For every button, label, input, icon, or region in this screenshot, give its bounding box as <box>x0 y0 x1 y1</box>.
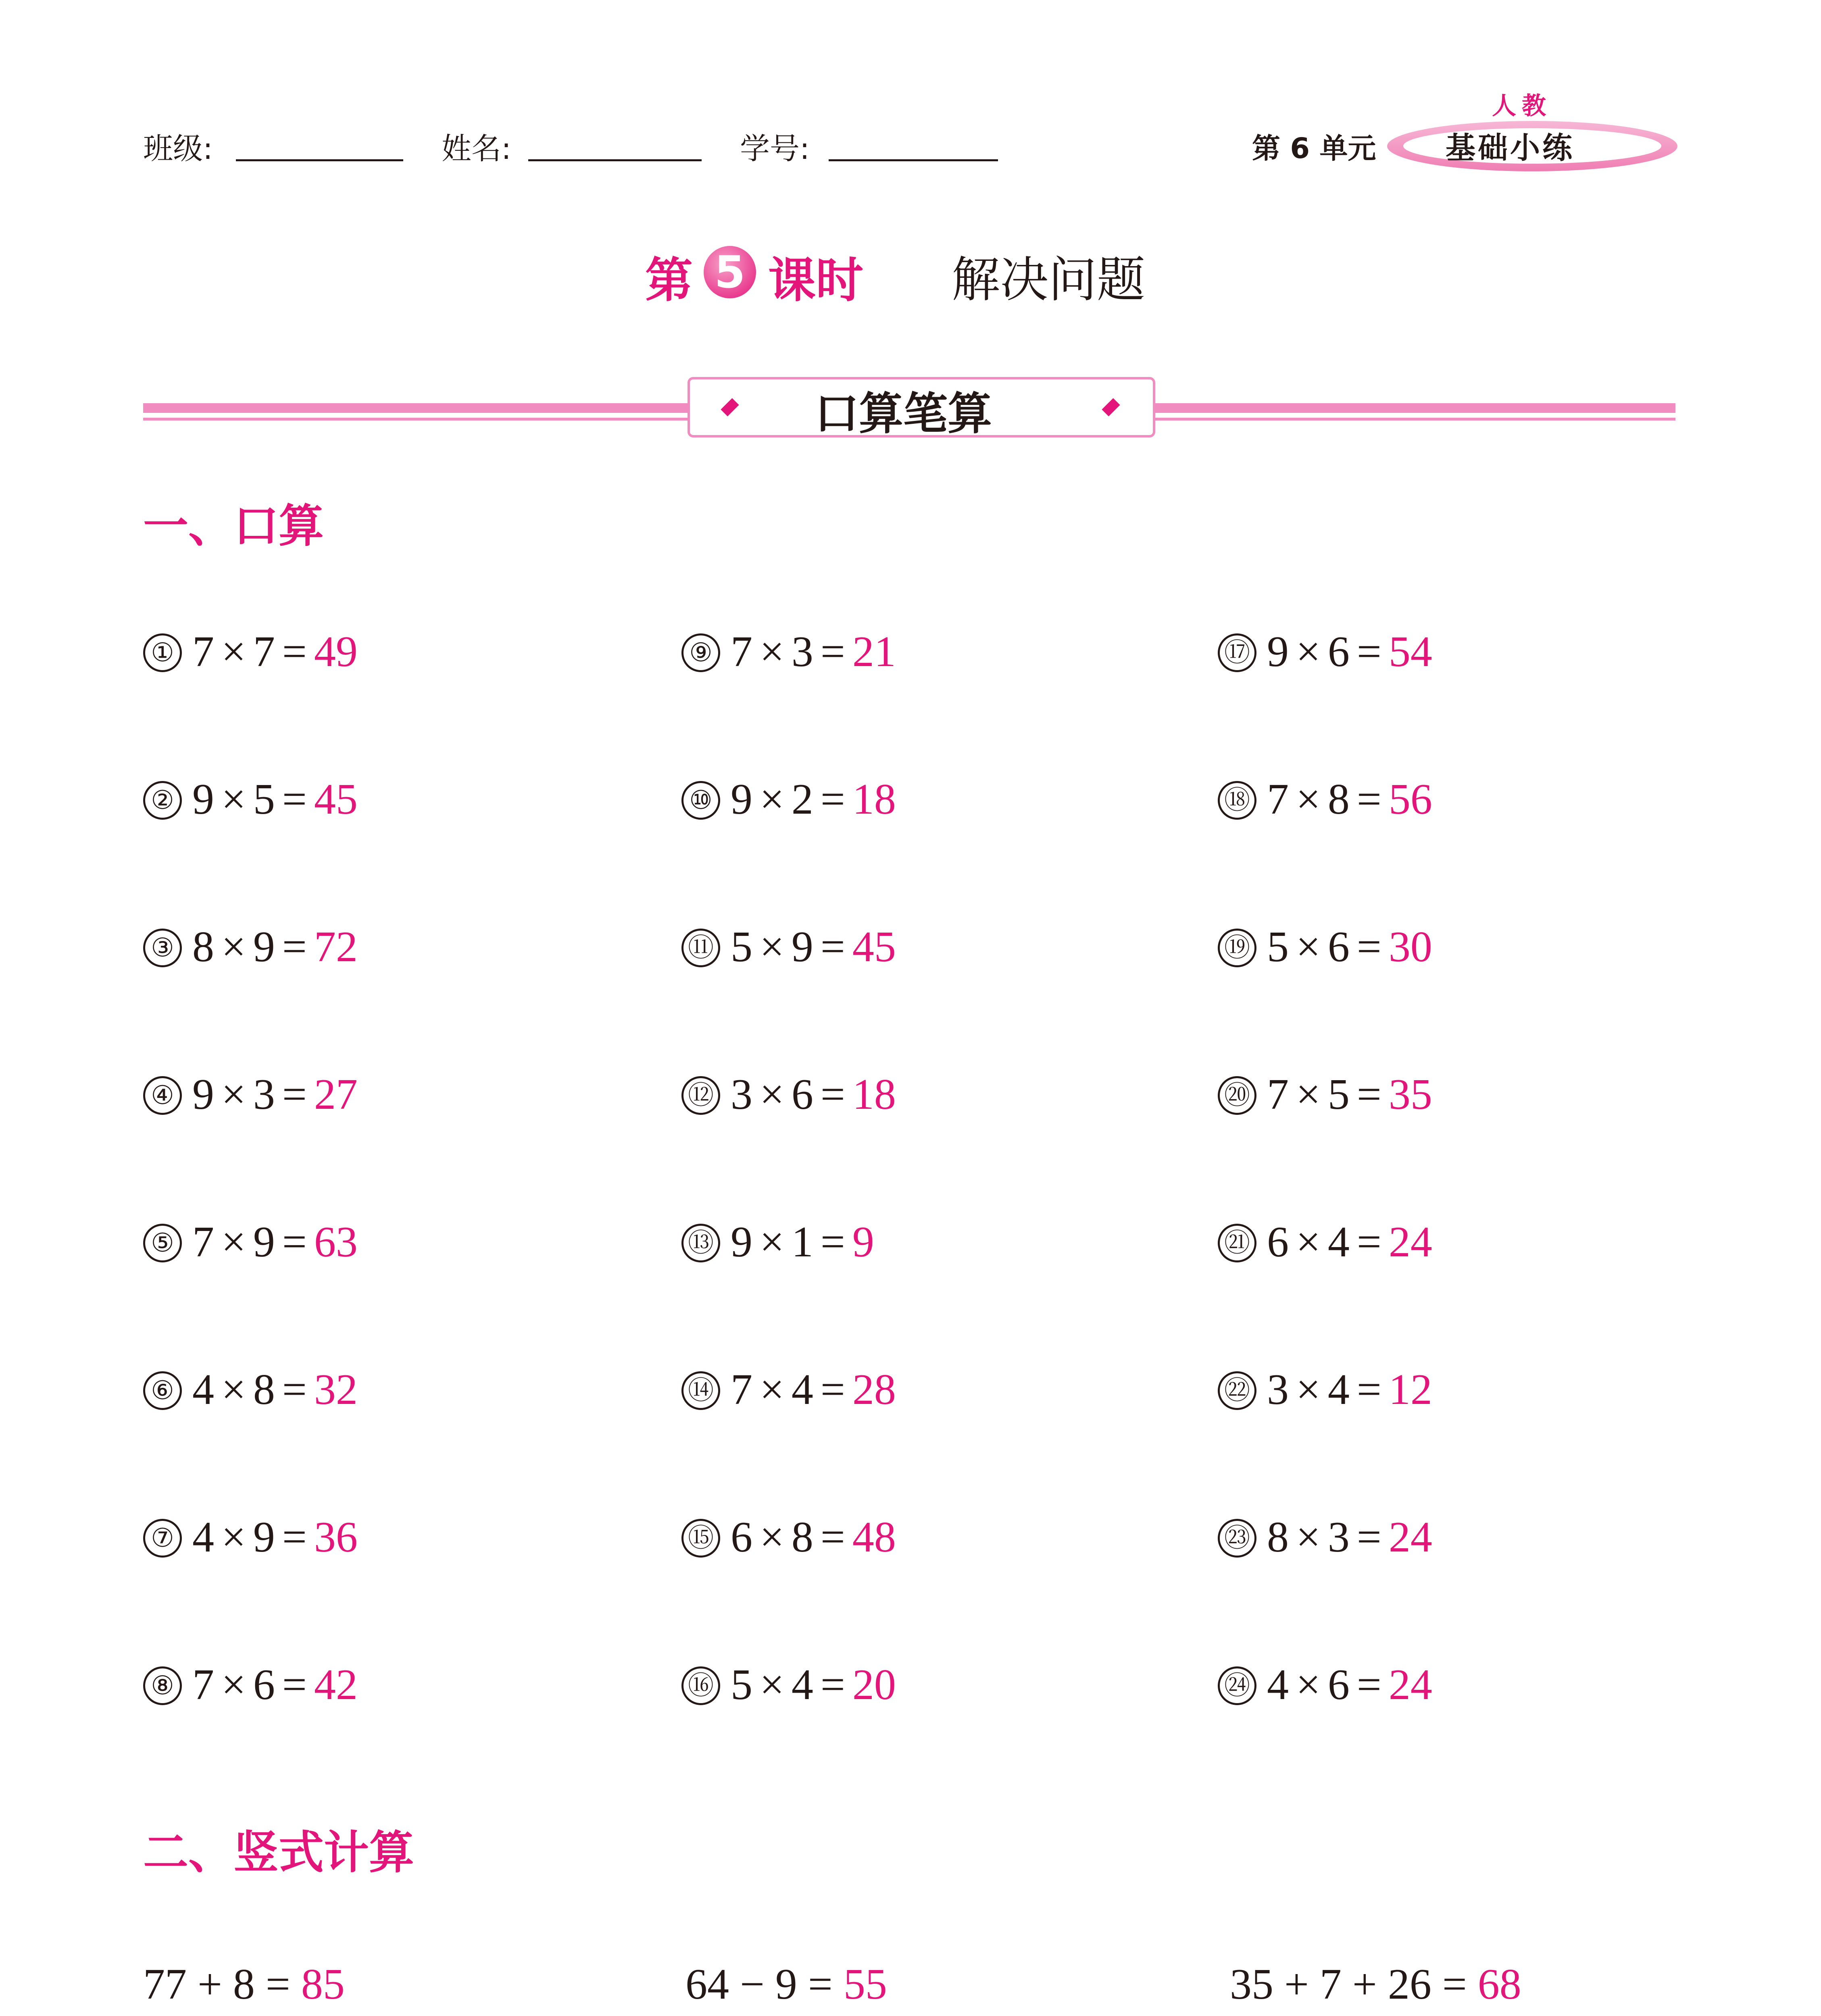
equation-answer: 68 <box>1477 1960 1521 2008</box>
problem-number: ⑨ <box>681 633 720 672</box>
answer: 30 <box>1388 923 1432 971</box>
operand-a: 8 <box>192 923 214 971</box>
lesson-prefix: 第 <box>645 252 693 308</box>
equals-sign: = <box>820 1366 845 1414</box>
equals-sign: = <box>282 628 307 676</box>
operand-b: 9 <box>253 923 275 971</box>
times-sign: × <box>760 1218 784 1266</box>
operand-a: 6 <box>1267 1218 1289 1266</box>
equals-sign: = <box>820 628 845 676</box>
answer: 20 <box>852 1661 896 1709</box>
operand-b: 8 <box>1327 775 1350 823</box>
times-sign: × <box>1296 1513 1321 1561</box>
operand-a: 9 <box>731 1218 752 1266</box>
operand-a: 3 <box>731 1070 752 1118</box>
problem-number: ⑰ <box>1218 633 1256 672</box>
times-sign: × <box>1296 628 1321 676</box>
answer: 21 <box>852 628 896 676</box>
answer: 24 <box>1388 1513 1432 1561</box>
operand-a: 5 <box>731 1661 752 1709</box>
operand-b: 7 <box>253 628 275 676</box>
operand-a: 4 <box>1267 1661 1289 1709</box>
oral-problem <box>681 627 896 677</box>
answer: 27 <box>314 1070 358 1118</box>
times-sign: × <box>760 1070 784 1118</box>
operand-b: 8 <box>791 1513 813 1561</box>
equals-sign: = <box>820 1661 845 1709</box>
oral-problem <box>1218 1660 1432 1710</box>
times-sign: × <box>760 1366 784 1414</box>
section-vertical-heading: 二、竖式计算 <box>143 1826 414 1879</box>
equals-sign: = <box>1356 1218 1381 1266</box>
times-sign: × <box>221 628 246 676</box>
answer: 24 <box>1388 1218 1432 1266</box>
operand-b: 9 <box>253 1513 275 1561</box>
oral-problem <box>143 1660 358 1710</box>
operand-b: 9 <box>253 1218 275 1266</box>
oral-problem <box>1218 1217 1432 1267</box>
answer: 45 <box>314 775 358 823</box>
oral-problem <box>143 1217 358 1267</box>
operand-a: 9 <box>1267 628 1289 676</box>
times-sign: × <box>1296 1661 1321 1709</box>
name-label: 姓名: <box>442 131 511 166</box>
oral-problem <box>681 775 896 825</box>
oral-problem <box>681 1512 896 1562</box>
times-sign: × <box>1296 775 1321 823</box>
equals-sign: = <box>282 1513 307 1561</box>
equals-sign: = <box>282 1661 307 1709</box>
oral-problem <box>143 1070 358 1120</box>
student-no-label: 学号: <box>740 131 810 166</box>
equals-sign: = <box>1356 775 1381 823</box>
problem-number: ⑦ <box>143 1519 182 1558</box>
oral-problem <box>1218 1070 1432 1120</box>
oral-problem <box>1218 627 1432 677</box>
oral-problem <box>681 1070 896 1120</box>
times-sign: × <box>221 923 246 971</box>
answer: 49 <box>314 628 358 676</box>
operand-b: 6 <box>1327 1661 1350 1709</box>
answer: 72 <box>314 923 358 971</box>
operand-b: 4 <box>791 1661 813 1709</box>
answer: 54 <box>1388 628 1432 676</box>
answer: 12 <box>1388 1366 1432 1414</box>
operand-a: 3 <box>1267 1366 1289 1414</box>
answer: 24 <box>1388 1661 1432 1709</box>
name-field[interactable] <box>528 159 702 161</box>
operand-b: 8 <box>253 1366 275 1414</box>
answer: 36 <box>314 1513 358 1561</box>
operand-a: 9 <box>192 1070 214 1118</box>
equals-sign: = <box>1356 1513 1381 1561</box>
equals-sign: = <box>282 923 307 971</box>
section-oral-heading: 一、口算 <box>143 500 324 552</box>
oral-problem <box>143 1365 358 1415</box>
oral-problem <box>1218 775 1432 825</box>
operand-a: 7 <box>192 628 214 676</box>
equals-sign: = <box>282 1070 307 1118</box>
oral-problem <box>681 1217 874 1267</box>
brand-label: 基础小练 <box>1446 131 1575 165</box>
operand-b: 3 <box>253 1070 275 1118</box>
unit-label: 第 6 单元 <box>1252 132 1376 165</box>
equation-2 <box>685 1960 887 2010</box>
times-sign: × <box>221 1070 246 1118</box>
operand-b: 4 <box>1327 1366 1350 1414</box>
class-label: 班级: <box>143 131 213 166</box>
times-sign: × <box>221 775 246 823</box>
equation-answer: 55 <box>843 1960 887 2008</box>
operand-b: 3 <box>1327 1513 1350 1561</box>
edition-label: 人教 <box>1492 92 1552 120</box>
times-sign: × <box>1296 1070 1321 1118</box>
problem-number: ㉔ <box>1218 1666 1256 1705</box>
equals-sign: = <box>1356 628 1381 676</box>
operand-a: 7 <box>1267 775 1289 823</box>
operand-b: 5 <box>1327 1070 1350 1118</box>
operand-a: 7 <box>192 1218 214 1266</box>
answer: 9 <box>852 1218 874 1266</box>
oral-problem <box>1218 1512 1432 1562</box>
equals-sign: = <box>282 775 307 823</box>
times-sign: × <box>221 1513 246 1561</box>
equation-3 <box>1230 1960 1521 2010</box>
equals-sign: = <box>1356 1366 1381 1414</box>
answer: 63 <box>314 1218 358 1266</box>
operand-a: 4 <box>192 1513 214 1561</box>
answer: 35 <box>1388 1070 1432 1118</box>
oral-problem <box>681 922 896 972</box>
oral-problem <box>143 922 358 972</box>
problem-number: ⑬ <box>681 1224 720 1262</box>
operand-a: 7 <box>192 1661 214 1709</box>
answer: 32 <box>314 1366 358 1414</box>
oral-problem <box>681 1365 896 1415</box>
answer: 18 <box>852 775 896 823</box>
operand-b: 6 <box>1327 923 1350 971</box>
operand-a: 7 <box>731 1366 752 1414</box>
equation-answer: 85 <box>301 1960 345 2008</box>
operand-a: 5 <box>731 923 752 971</box>
times-sign: × <box>760 1661 784 1709</box>
answer: 42 <box>314 1661 358 1709</box>
equals-sign: = <box>820 775 845 823</box>
equation-1 <box>143 1960 345 2010</box>
answer: 18 <box>852 1070 896 1118</box>
times-sign: × <box>1296 1218 1321 1266</box>
lesson-subtitle: 解决问题 <box>952 252 1145 308</box>
times-sign: × <box>760 628 784 676</box>
student-no-field[interactable] <box>829 159 998 161</box>
problem-number: ② <box>143 781 182 820</box>
operand-a: 8 <box>1267 1513 1289 1561</box>
operand-a: 9 <box>192 775 214 823</box>
answer: 28 <box>852 1366 896 1414</box>
problem-number: ⑩ <box>681 781 720 820</box>
oral-problem <box>143 1512 358 1562</box>
problem-number: ⑱ <box>1218 781 1256 820</box>
problem-number: ⑭ <box>681 1371 720 1410</box>
problem-number: ① <box>143 633 182 672</box>
times-sign: × <box>221 1661 246 1709</box>
equation-expr: 35 + 7 + 26 = <box>1230 1960 1467 2008</box>
equals-sign: = <box>282 1366 307 1414</box>
problem-number: ③ <box>143 929 182 967</box>
lesson-suffix: 课时 <box>768 252 864 308</box>
oral-problem <box>1218 922 1432 972</box>
class-field[interactable] <box>236 159 403 161</box>
times-sign: × <box>221 1366 246 1414</box>
times-sign: × <box>1296 923 1321 971</box>
equals-sign: = <box>820 1218 845 1266</box>
problem-number: ⑯ <box>681 1666 720 1705</box>
operand-b: 1 <box>791 1218 813 1266</box>
equals-sign: = <box>1356 1070 1381 1118</box>
operand-a: 7 <box>731 628 752 676</box>
oral-problem <box>1218 1365 1432 1415</box>
operand-b: 4 <box>791 1366 813 1414</box>
oral-problem <box>143 775 358 825</box>
banner-title: 口算笔算 <box>815 388 992 439</box>
equals-sign: = <box>1356 923 1381 971</box>
times-sign: × <box>760 1513 784 1561</box>
equals-sign: = <box>820 923 845 971</box>
operand-b: 6 <box>1327 628 1350 676</box>
operand-a: 9 <box>731 775 752 823</box>
equation-expr: 64 − 9 = <box>685 1960 833 2008</box>
times-sign: × <box>760 775 784 823</box>
equation-expr: 77 + 8 = <box>143 1960 290 2008</box>
operand-b: 6 <box>791 1070 813 1118</box>
problem-number: ⑮ <box>681 1519 720 1558</box>
problem-number: ⑤ <box>143 1224 182 1262</box>
operand-b: 3 <box>791 628 813 676</box>
equals-sign: = <box>282 1218 307 1266</box>
problem-number: ㉓ <box>1218 1519 1256 1558</box>
equals-sign: = <box>820 1070 845 1118</box>
operand-a: 4 <box>192 1366 214 1414</box>
answer: 48 <box>852 1513 896 1561</box>
operand-a: 7 <box>1267 1070 1289 1118</box>
oral-problem <box>143 627 358 677</box>
lesson-number-badge: 5 <box>704 246 756 298</box>
operand-b: 9 <box>791 923 813 971</box>
answer: 45 <box>852 923 896 971</box>
problem-number: ㉒ <box>1218 1371 1256 1410</box>
operand-a: 6 <box>731 1513 752 1561</box>
problem-number: ⑧ <box>143 1666 182 1705</box>
oral-problem <box>681 1660 896 1710</box>
times-sign: × <box>221 1218 246 1266</box>
times-sign: × <box>760 923 784 971</box>
operand-a: 5 <box>1267 923 1289 971</box>
problem-number: ⑥ <box>143 1371 182 1410</box>
operand-b: 2 <box>791 775 813 823</box>
problem-number: ⑳ <box>1218 1076 1256 1115</box>
problem-number: ㉑ <box>1218 1224 1256 1262</box>
times-sign: × <box>1296 1366 1321 1414</box>
answer: 56 <box>1388 775 1432 823</box>
problem-number: ⑪ <box>681 929 720 967</box>
operand-b: 6 <box>253 1661 275 1709</box>
operand-b: 5 <box>253 775 275 823</box>
equals-sign: = <box>1356 1661 1381 1709</box>
equals-sign: = <box>820 1513 845 1561</box>
operand-b: 4 <box>1327 1218 1350 1266</box>
problem-number: ⑲ <box>1218 929 1256 967</box>
problem-number: ⑫ <box>681 1076 720 1115</box>
problem-number: ④ <box>143 1076 182 1115</box>
